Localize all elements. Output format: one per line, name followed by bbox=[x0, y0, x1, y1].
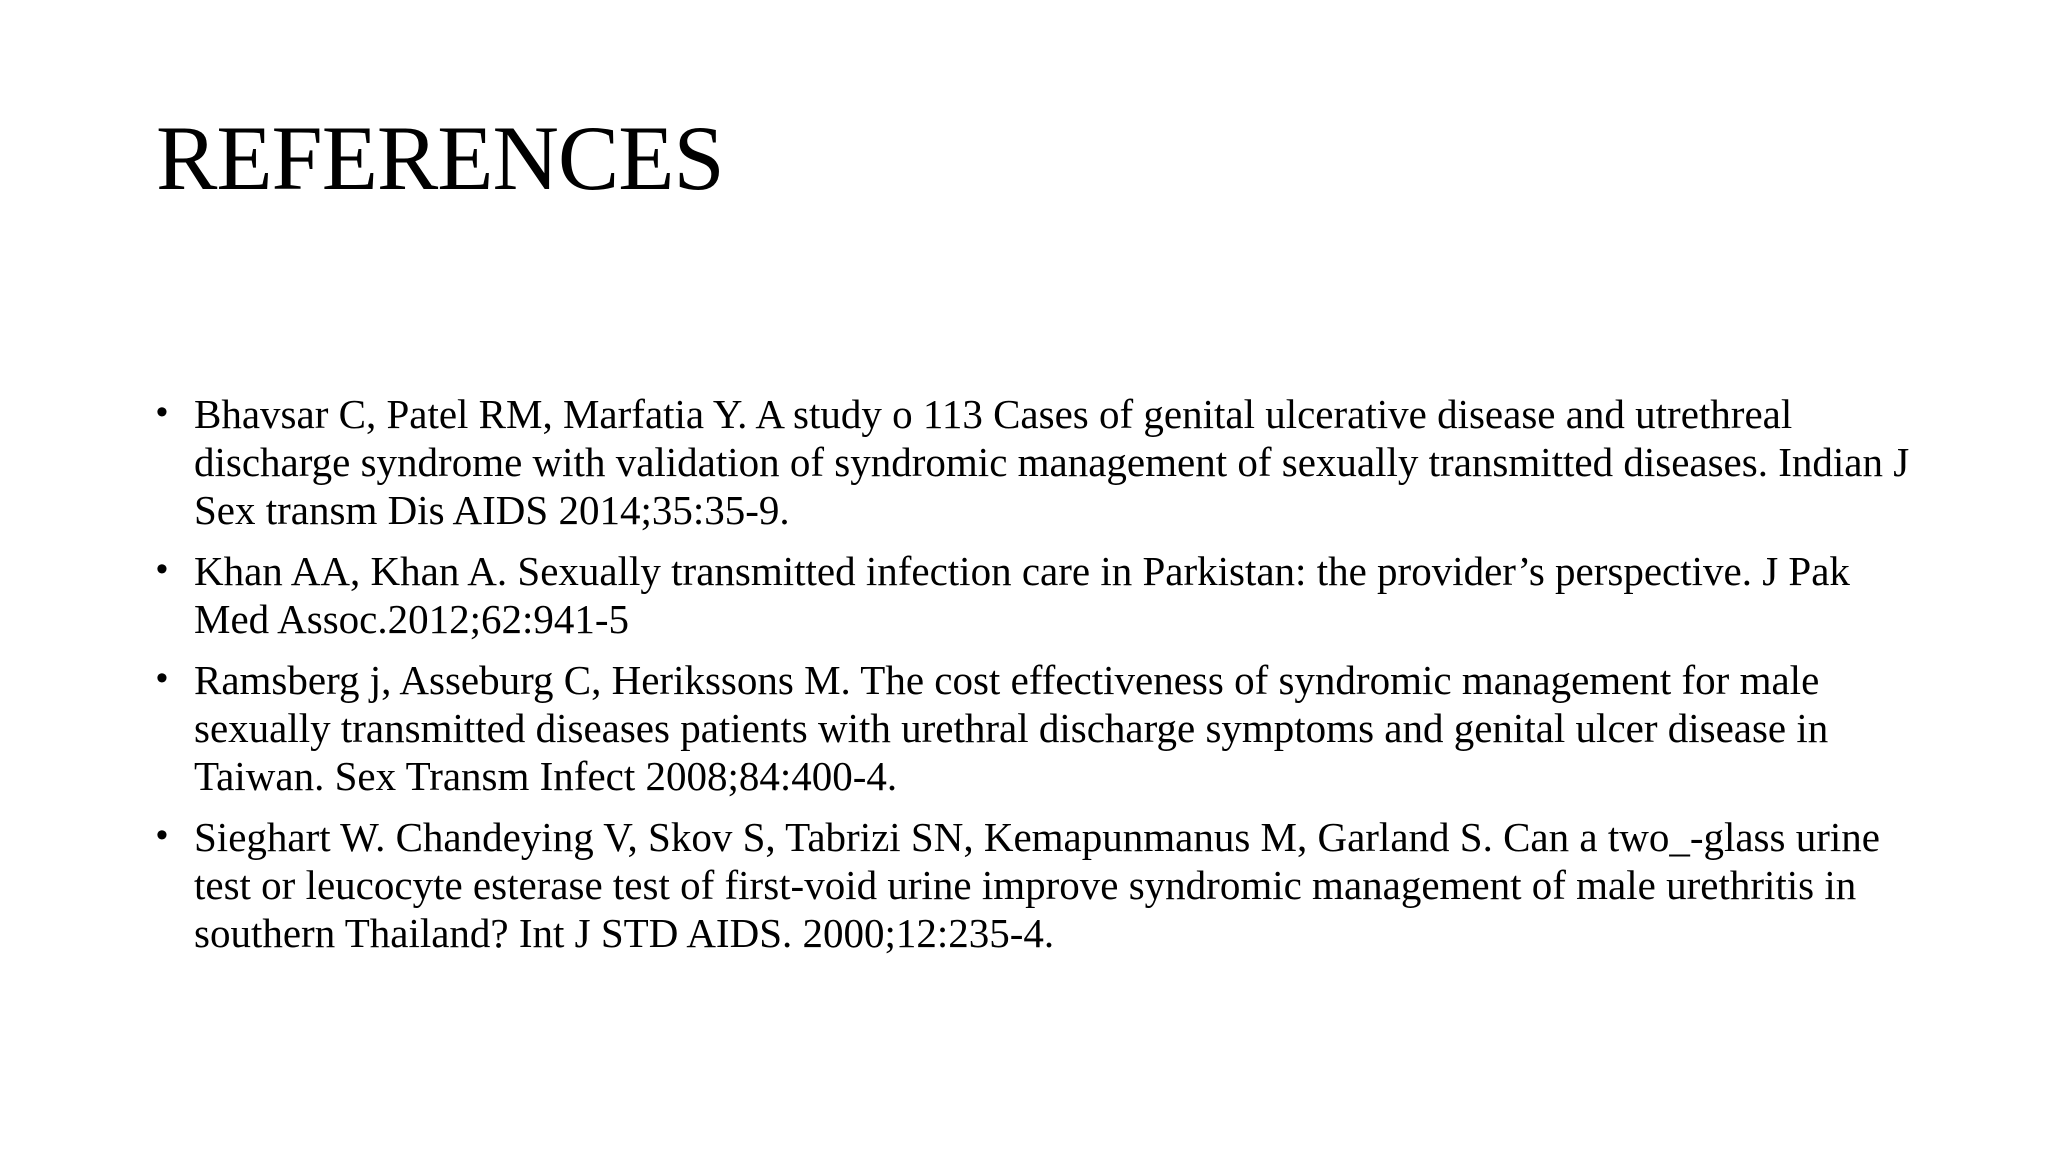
reference-text: Khan AA, Khan A. Sexually transmitted infection care in Parkistan: the provider’s perspective. J Pak Med Assoc.2012;62:941-5 bbox=[194, 548, 1850, 642]
reference-item bbox=[156, 390, 1916, 534]
reference-text: Bhavsar C, Patel RM, Marfatia Y. A study o 113 Cases of genital ulcerative disease and utrethreal discharge syndrome with validation of syndromic management of sexually transmitted diseases. Indian J Sex transm Dis AIDS 2014;35:35-9. bbox=[194, 391, 1910, 533]
reference-item bbox=[156, 813, 1916, 957]
reference-item bbox=[156, 547, 1916, 643]
bullet-icon: • bbox=[156, 659, 168, 697]
reference-list bbox=[156, 390, 1916, 970]
reference-text: Sieghart W. Chandeying V, Skov S, Tabrizi SN, Kemapunmanus M, Garland S. Can a two_-glass urine test or leucocyte esterase test of first-void urine improve syndromic management of male urethritis in southern Thailand? Int J STD AIDS. 2000;12:235-4. bbox=[194, 814, 1880, 956]
bullet-icon: • bbox=[156, 816, 168, 854]
slide-title: REFERENCES bbox=[156, 107, 724, 209]
reference-text: Ramsberg j, Asseburg C, Herikssons M. The cost effectiveness of syndromic management for male sexually transmitted diseases patients with urethral discharge symptoms and genital ulcer disease in Taiwan. Sex Transm Infect 2008;84:400-4. bbox=[194, 657, 1829, 799]
reference-item bbox=[156, 656, 1916, 800]
bullet-icon: • bbox=[156, 393, 168, 431]
bullet-icon: • bbox=[156, 550, 168, 588]
